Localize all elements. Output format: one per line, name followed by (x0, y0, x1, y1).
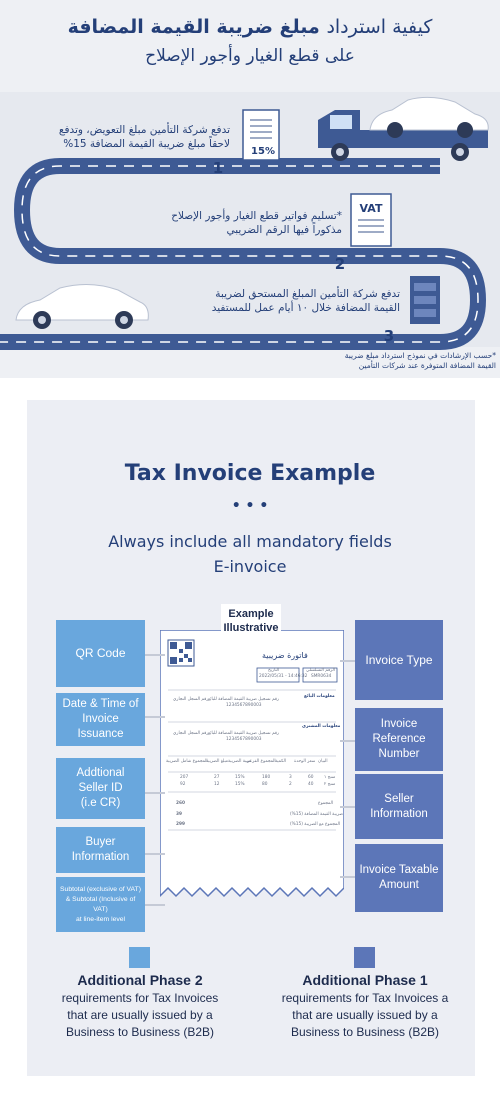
file-cabinet-icon (410, 276, 440, 324)
invoice-taxable-amount-box (355, 844, 443, 912)
invoice-type-box (355, 620, 443, 700)
buyer-vat-label: رقم تسجيل ضريبة القيمة المضافة للبائع (208, 731, 279, 736)
buyer-heading: معلومات المشتري (302, 724, 341, 729)
subtitle-line1: Always include all mandatory fields (108, 532, 392, 551)
connector-line (145, 853, 165, 855)
total-label: المجموع (318, 801, 334, 806)
row1-item: منتج ١ (324, 775, 336, 780)
buyer-info-line2: Information (71, 851, 130, 863)
row2-total: 92 (180, 782, 186, 787)
phase2-description (40, 972, 240, 1041)
invoice-title: فاتورة ضريبية (262, 651, 308, 660)
connector-line (340, 740, 356, 742)
connector-line (145, 904, 165, 906)
phase2-title: Additional Phase 2 (77, 972, 203, 988)
invoice-type-label: Invoice Type (365, 652, 433, 667)
connector-line (145, 716, 165, 718)
date-time-box (56, 693, 145, 746)
example-line2: Illustrative (223, 622, 279, 634)
col-header-4: المجموع الفرعي (246, 759, 276, 764)
seller-vat-value: 1234567890003 (226, 703, 262, 708)
phase1-title: Additional Phase 1 (302, 972, 428, 988)
invoice-reference-box (355, 708, 443, 771)
invoice-number-value: SMR0634 (311, 674, 332, 679)
infographic-title (0, 16, 500, 38)
invoice-ref-line1: Invoice Reference (372, 718, 426, 745)
date-time-line2: Invoice Issuance (77, 713, 124, 740)
row2-qty: 2 (289, 782, 292, 787)
seller-id-line2: Seller ID (78, 782, 123, 794)
title-part-b: مبلغ ضريبة القيمة المضافة (67, 16, 320, 38)
grand-total-value: 299 (176, 822, 185, 827)
step-2-line2: مذكوراً فيها الرقم الضريبي (226, 224, 342, 236)
phase2-color-swatch (129, 947, 150, 968)
row1-rate: 15% (235, 775, 245, 780)
connector-line (145, 792, 165, 794)
row2-tax: 12 (214, 782, 220, 787)
taxable-amount-line2: Amount (379, 879, 419, 891)
vat-refund-infographic (0, 0, 500, 378)
invoice-number-label: الرقم التسلسلي (306, 668, 336, 673)
connector-line (340, 806, 356, 808)
row1-total: 207 (180, 775, 189, 780)
buyer-cr-label: رقم السجل التجاري (173, 731, 209, 736)
invoice-date-label: التاريخ (268, 668, 280, 673)
row2-item: منتج ٢ (324, 782, 336, 787)
step-3-line1: تدفع شركة التأمين المبلغ المستحق لضريبة (215, 288, 400, 300)
tax-invoice-title: Tax Invoice Example (124, 461, 376, 486)
seller-heading: معلومات البائع (304, 694, 335, 699)
col-header-6: مبلغ الضريبة (206, 759, 229, 764)
subtotal-line2: & Subtotal (Inclusive of VAT) (65, 895, 136, 913)
step-1-line2: لاحقاً مبلغ ضريبة القيمة المضافة 15% (63, 138, 230, 150)
connector-line (340, 876, 356, 878)
step-3-text (160, 287, 400, 315)
total-value: 260 (176, 801, 185, 806)
seller-info-line1: Seller (384, 792, 414, 805)
seller-info-line2: Information (370, 807, 428, 820)
qr-code-label: QR Code (75, 646, 126, 660)
seller-information-box (355, 774, 443, 839)
vat-total-label: ضريبة القيمة المضافة (15%) (290, 812, 343, 817)
qr-code-box (56, 620, 145, 687)
invoice-date-value: 2022/05/31 - 14:46:32 (259, 674, 308, 679)
col-header-7: المجموع شامل الضريبة (166, 759, 208, 764)
seller-cr-label: رقم السجل التجاري (173, 697, 209, 702)
col-header-5: نسبة الضريبة (228, 759, 252, 764)
col-header-3: الكمية (275, 759, 286, 764)
subtotal-line1: Subtotal (exclusive of VAT) (60, 885, 141, 893)
phase2-line2: that are usually issued by a (67, 1008, 213, 1022)
additional-seller-id-box (56, 758, 145, 819)
row1-subtotal: 180 (262, 775, 271, 780)
title-part-a: كيفية استرداد (326, 16, 433, 38)
infographic-subtitle: على قطع الغيار وأجور الإصلاح (145, 46, 355, 66)
row1-qty: 3 (289, 775, 292, 780)
doc-percent-label: 15% (251, 146, 275, 157)
phase1-line2: that are usually issued by a (292, 1008, 438, 1022)
row2-subtotal: 80 (262, 782, 268, 787)
date-time-line1: Date & Time of (62, 698, 139, 710)
step-1-number: 1 (212, 159, 224, 177)
subtitle-line2: E-invoice (213, 557, 287, 576)
phase1-color-swatch (354, 947, 375, 968)
row2-price: 40 (308, 782, 314, 787)
buyer-vat-value: 1234567890003 (226, 737, 262, 742)
vat-total-value: 39 (176, 812, 182, 817)
row2-rate: 15% (235, 782, 245, 787)
step-3-line2: القيمة المضافة خلال ١٠ أيام عمل للمستفيد (211, 302, 400, 314)
step-1-line1: تدفع شركة التأمين مبلغ التعويض، وتدفع (58, 124, 230, 136)
buyer-info-line1: Buyer (85, 836, 116, 848)
footnote-line1: *حسب الإرشادات في نموذج استرداد مبلغ ضريبة (344, 351, 496, 360)
col-header-2: سعر الوحدة (294, 759, 316, 764)
title-dots: • • • (231, 498, 269, 514)
phase2-line3: Business to Business (B2B) (65, 1025, 215, 1039)
step-2-text (120, 209, 342, 237)
phase1-line1: requirements for Tax Invoices a (281, 991, 449, 1005)
connector-line (340, 660, 356, 662)
row1-tax: 27 (214, 775, 220, 780)
phase1-description (265, 972, 465, 1041)
invoice-ref-line2: Number (378, 748, 420, 760)
step-2-line1: *تسليم فواتير قطع الغيار وأجور الإصلاح (171, 210, 342, 222)
subtotal-box (56, 877, 145, 932)
buyer-information-box (56, 827, 145, 873)
grand-total-label: المجموع مع الضريبة (15%) (290, 822, 341, 827)
vat-doc-label: VAT (359, 202, 383, 215)
phase2-line1: requirements for Tax Invoices (61, 991, 219, 1005)
seller-id-line3: (i.e CR) (80, 797, 121, 809)
step-2-number: 2 (334, 255, 346, 273)
phase1-line3: Business to Business (B2B) (290, 1025, 440, 1039)
step-1-text (40, 123, 230, 151)
footnote-line2: القيمة المضافة المتوفرة عند شركات التأمين (358, 361, 496, 370)
example-label (221, 604, 281, 641)
row1-price: 60 (308, 775, 314, 780)
step-3-number: 3 (383, 327, 395, 345)
col-header-1: البيان (318, 759, 328, 764)
example-line1: Example (228, 608, 274, 620)
footnote (300, 351, 496, 371)
subtotal-line3: at line-item level (75, 915, 126, 923)
seller-id-line1: Addtional (76, 767, 125, 779)
qr-code-icon (168, 640, 194, 666)
taxable-amount-line1: Invoice Taxable (359, 864, 439, 876)
seller-vat-label: رقم تسجيل ضريبة القيمة المضافة للبائع (208, 697, 279, 702)
connector-line (145, 654, 165, 656)
